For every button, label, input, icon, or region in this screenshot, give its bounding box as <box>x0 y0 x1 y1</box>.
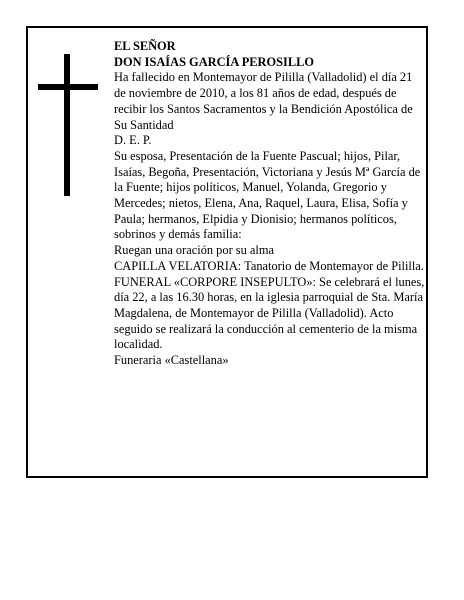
family-list: Su esposa, Presentación de la Fuente Pascual; hijos, Pilar, Isaías, Begoña, Presentación, Victoriana y Jesús Mª García de la Fuente; hijos políticos, Manuel, Yolanda, Gregorio y Mercedes; nietos, Elena, Ana, Raquel, Laura, Elisa, Sofía y Paula; hermanos, Elpidia y Dionisio; hermanos políticos, sobrinos y demás familia: <box>114 148 421 242</box>
cross-icon <box>38 54 98 196</box>
prayer-line: Ruegan una oración por su alma <box>114 243 274 258</box>
funeral-info: FUNERAL «CORPORE INSEPULTO»: Se celebrará el lunes, día 22, a las 16.30 horas, en la iglesia parroquial de Sta. María Magdalena, de Montemayor de Pililla (Valladolid). Acto seguido se realizará la conducción al cementerio de la misma localidad. <box>114 274 425 352</box>
chapel-info: CAPILLA VELATORIA: Tanatorio de Montemayor de Pililla. <box>114 258 424 273</box>
title-line: EL SEÑOR <box>114 39 176 53</box>
deceased-name: DON ISAÍAS GARCÍA PEROSILLO <box>114 54 315 69</box>
obituary-text <box>114 39 426 369</box>
dep-line: D. E. P. <box>114 133 152 148</box>
death-info: Ha fallecido en Montemayor de Pililla (Valladolid) el día 21 de noviembre de 2010, a los 81 años de edad, después de recibir los Santos Sacramentos y la Bendición Apostólica de Su Santidad <box>114 70 413 132</box>
funeral-home: Funeraria «Castellana» <box>114 353 229 368</box>
